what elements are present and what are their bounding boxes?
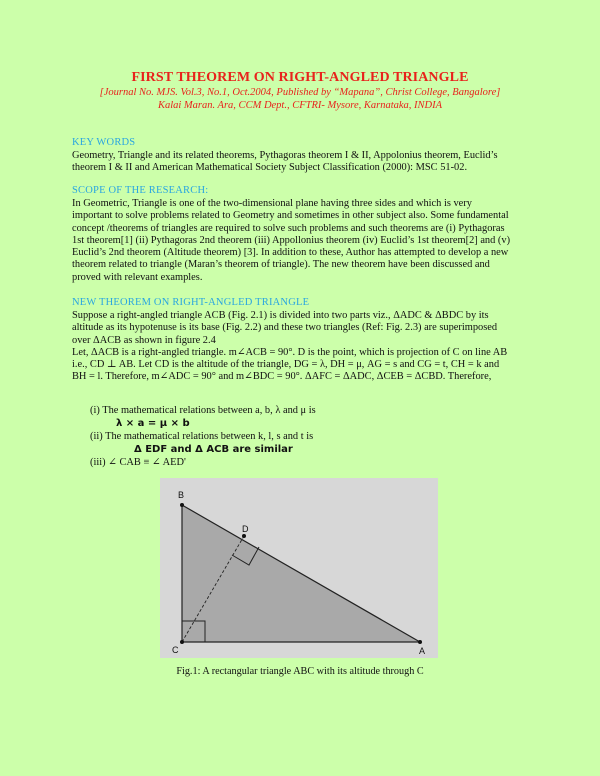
theorem-line: over ΔACB as shown in figure 2.4 [72, 334, 216, 346]
theorem-line: Let, ΔACB is a right-angled triangle. m∠ACB = 90°. D is the point, which is projection of C on line AB [72, 346, 508, 358]
scope-heading: SCOPE OF THE RESEARCH: [72, 185, 209, 196]
citation: [Journal No. MJS. Vol.3, No.1, Oct.2004, Published by “Mapana”, Christ College, Bangalore] [99, 87, 501, 98]
scope-line: concept /theorems of triangles are required to solve such problems and such theorems are (i) Pythagoras [72, 222, 505, 234]
theorem-line: BH = l. Therefore, m∠ADC = 90° and m∠BDC = 90°. ΔAFC = ΔADC, ΔCEB = ΔCBD. Therefore, [72, 371, 492, 383]
keywords-text [72, 150, 530, 175]
triangle-abc [182, 505, 420, 642]
relation-equation-1: λ × a = μ × b [116, 418, 190, 429]
vertex-a [418, 640, 422, 644]
scope-line: In Geometric, Triangle is one of the two-dimensional plane having three sides and which is very [72, 198, 472, 209]
new-theorem-text [72, 310, 530, 384]
paper-title: FIRST THEOREM ON RIGHT-ANGLED TRIANGLE [131, 70, 469, 85]
keywords-line: theorem I & II and American Mathematical Society Subject Classification (2000): MSC 51-02. [72, 162, 468, 174]
vertex-c [180, 640, 184, 644]
label-a: A [419, 646, 426, 656]
keywords-heading: KEY WORDS [72, 137, 136, 148]
relation-item-3: (iii) ∠ CAB ≡ ∠ AED' [90, 457, 186, 468]
new-theorem-heading: NEW THEOREM ON RIGHT-ANGLED TRIANGLE [72, 297, 310, 308]
theorem-line: Suppose a right-angled triangle ACB (Fig. 2.1) is divided into two parts viz., ΔADC & ΔBDC by its [72, 310, 489, 321]
vertex-b [180, 503, 184, 507]
scope-line: 1st theorem[1] (ii) Pythagoras 2nd theorem (iii) Appollonius theorem (iv) Euclid’s 1st theorem[2] and (v) [72, 234, 511, 246]
scope-line: proved with relevant examples. [72, 271, 203, 283]
theorem-line: altitude as its hypotenuse is its base (Fig. 2.2) and these two triangles (Ref: Fig. 2.3) are superimposed [72, 322, 498, 334]
label-b: B [178, 490, 185, 500]
relation-item-1: (i) The mathematical relations between a, b, λ and μ is [90, 405, 316, 416]
label-d: D [242, 524, 249, 534]
scope-line: important to solve problems related to Geometry and sometimes in other subject also. Some fundamental [72, 210, 509, 222]
author-line: Kalai Maran. Ara, CCM Dept., CFTRI- Mysore, Karnataka, INDIA [157, 100, 443, 111]
scope-line: theorem related to triangle (Maran’s theorem of triangle). The new theorem have been discussed and [72, 259, 490, 271]
triangle-diagram [160, 478, 438, 658]
label-c: C [172, 645, 179, 655]
theorem-line: i.e., CD ⊥ AB. Let CD is the altitude of the triangle, DG = λ, DH = μ, AG = s and CG = t, CH = k and [72, 359, 500, 371]
triangle-figure [160, 478, 438, 658]
scope-line: Euclid’s 2nd theorem (Altitude theorem) [3]. In addition to these, Author has attempted to develop a new [72, 247, 509, 259]
vertex-d [242, 534, 246, 538]
figure-caption: Fig.1: A rectangular triangle ABC with its altitude through C [176, 666, 424, 677]
relation-equation-2: Δ EDF and Δ ACB are similar [134, 444, 293, 455]
relations-list [90, 404, 316, 469]
relation-item-2: (ii) The mathematical relations between k, l, s and t is [90, 431, 314, 442]
scope-text [72, 198, 530, 284]
keywords-line: Geometry, Triangle and its related theorems, Pythagoras theorem I & II, Appolonius theorem, Euclid’s [72, 150, 498, 161]
